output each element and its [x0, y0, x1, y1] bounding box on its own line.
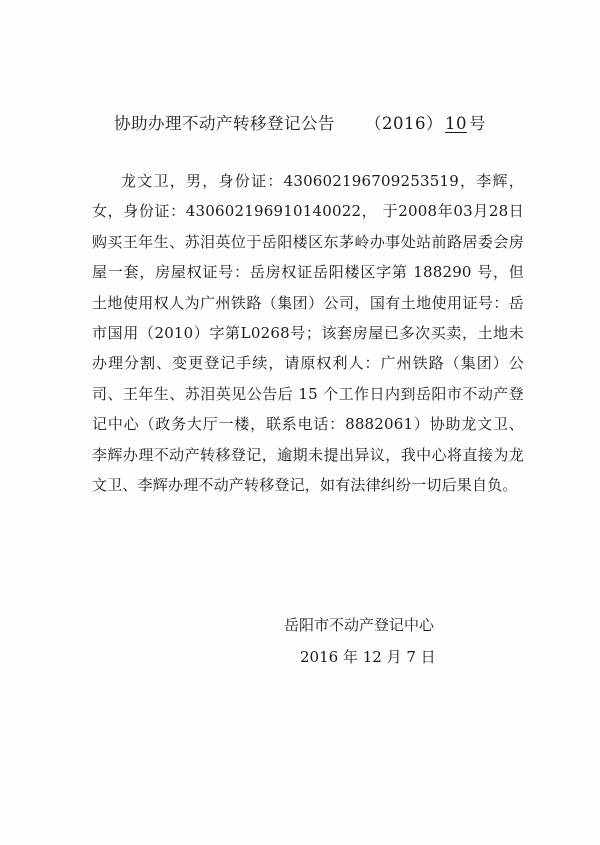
notice-body: 龙文卫，男，身份证：430602196709253519，李辉，女，身份证：430602196910140022， 于2008年03月28日购买王年生、苏泪英位于岳阳楼区东茅岭办事处站前路居委会房屋一套，房屋权证号：岳房权证岳阳楼区字第 188290 号，但土地使用权人为广州铁路（集团）公司，国有土地使用证号：岳市国用（2010）字第L0268号；该套房屋已多次买卖，土地未办理分割、变更登记手续，请原权利人：广州铁路（集团）公司、王年生、苏泪英见公告后 15 个工作日内到岳阳市不动产登记中心（政务大厅一楼，联系电话：8882061）协助龙文卫、李辉办理不动产转移登记，逾期未提出异议，我中心将直接为龙文卫、李辉办理不动产转移登记，如有法律纠纷一切后果自负。	[92, 172, 524, 495]
signature-organization: 岳阳市不动产登记中心	[284, 616, 435, 634]
doc-number-suffix: 号	[469, 114, 486, 133]
doc-number	[365, 114, 486, 133]
doc-number-prefix: （2016）	[365, 114, 443, 133]
notice-title	[0, 110, 600, 134]
doc-number-value: 10	[445, 114, 467, 133]
notice-title-text: 协助办理不动产转移登记公告	[114, 114, 335, 133]
signature-date: 2016 年 12 月 7 日	[300, 648, 436, 666]
